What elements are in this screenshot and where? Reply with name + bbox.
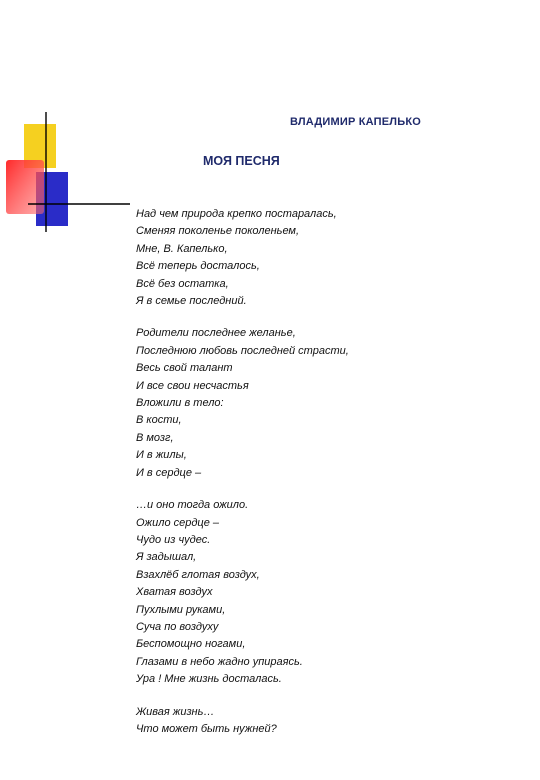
poem-line: Беспомощно ногами, bbox=[136, 638, 246, 651]
poem-line: Взахлёб глотая воздух, bbox=[136, 568, 260, 581]
poem-line: Сменяя поколенье поколеньем, bbox=[136, 225, 300, 238]
author-name: ВЛАДИМИР КАПЕЛЬКО bbox=[290, 116, 421, 128]
poem-line: И в сердце – bbox=[136, 466, 202, 479]
stanza bbox=[136, 325, 349, 482]
poem-line: Суча по воздуху bbox=[136, 620, 219, 633]
poem-line: Всё без остатка, bbox=[136, 277, 229, 290]
red-square bbox=[6, 160, 44, 214]
poem-line: Глазами в небо жадно упираясь. bbox=[136, 655, 303, 668]
poem-line: Что может быть нужней? bbox=[136, 722, 277, 735]
poem-line: Я в семье последний. bbox=[136, 295, 247, 308]
poem-line: Последнюю любовь последней страсти, bbox=[136, 344, 349, 357]
poem-line: Всё теперь досталось, bbox=[136, 260, 260, 273]
poem-line: И все свои несчастья bbox=[136, 379, 249, 392]
poem-line: Хватая воздух bbox=[136, 586, 213, 599]
stanza bbox=[136, 497, 349, 688]
poem-line: Над чем природа крепко постаралась, bbox=[136, 208, 337, 220]
poem-line: И в жилы, bbox=[136, 449, 187, 462]
poem-line: Весь свой талант bbox=[136, 362, 233, 375]
stanza bbox=[136, 704, 349, 739]
poem-line: Родители последнее желанье, bbox=[136, 327, 296, 340]
poem-line: Чудо из чудес. bbox=[136, 533, 211, 546]
stanza bbox=[136, 206, 349, 310]
poem-line: Ожило сердце – bbox=[136, 516, 220, 529]
poem-title: МОЯ ПЕСНЯ bbox=[203, 154, 280, 168]
poem-line: Пухлыми руками, bbox=[136, 603, 226, 616]
poem-line: Ура ! Мне жизнь досталась. bbox=[136, 673, 282, 686]
poem-line: Я задышал, bbox=[136, 551, 197, 564]
poem-line: Мне, В. Капелько, bbox=[136, 242, 228, 255]
poem-line: Живая жизнь… bbox=[136, 705, 215, 718]
poem-line: Вложили в тело: bbox=[136, 397, 224, 410]
poem-line: В мозг, bbox=[136, 431, 174, 444]
poem-body bbox=[136, 206, 349, 753]
poem-line: …и оно тогда ожило. bbox=[136, 499, 249, 512]
poem-line: В кости, bbox=[136, 414, 182, 427]
